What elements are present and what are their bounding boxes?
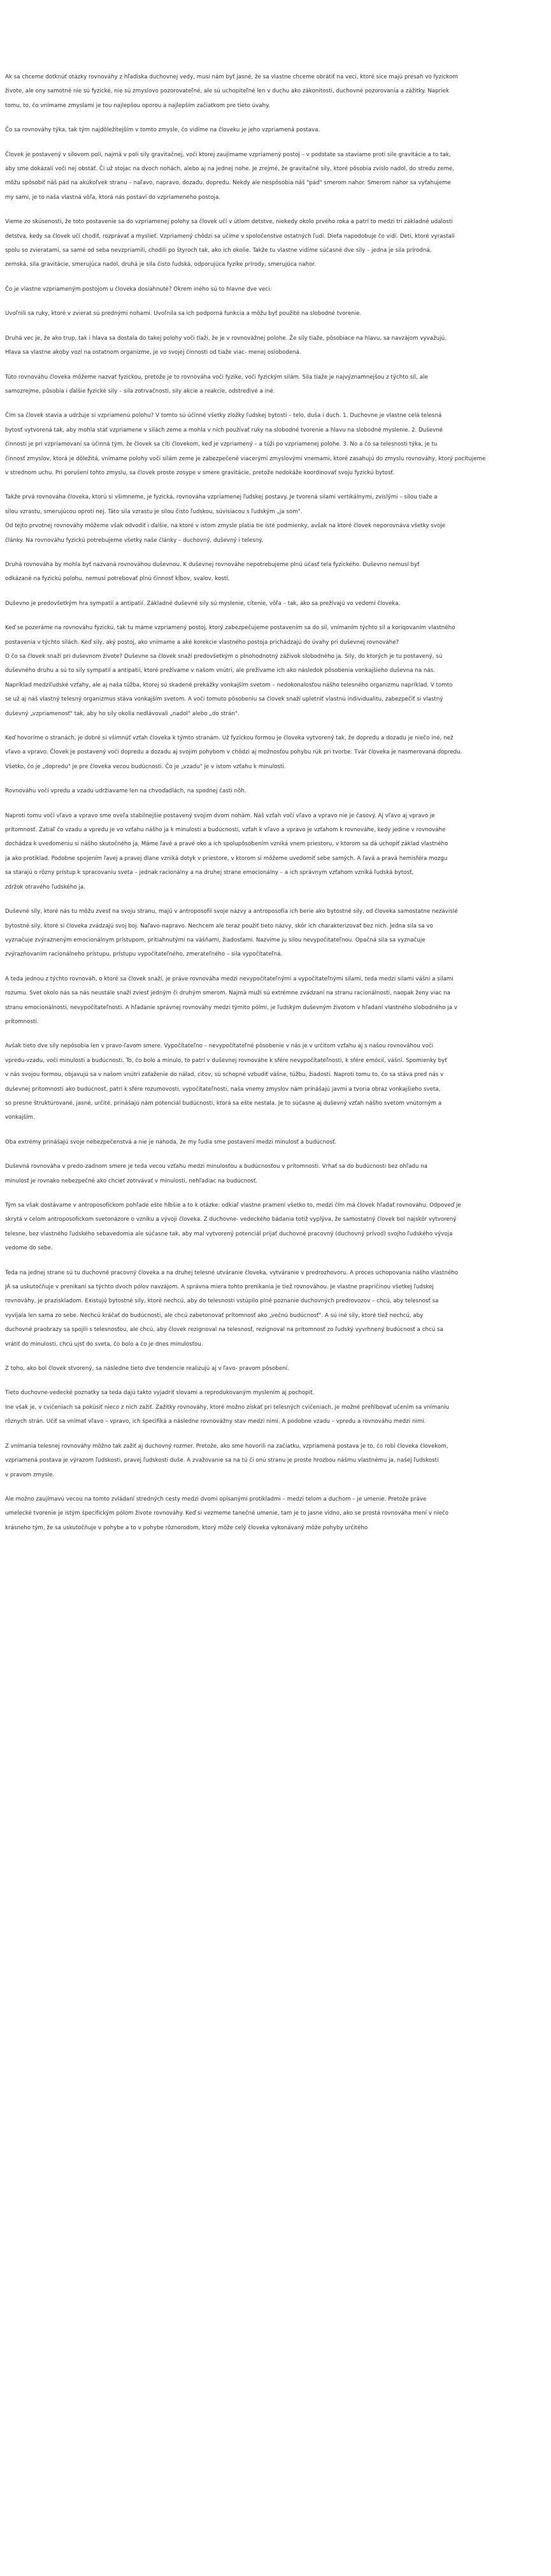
paragraph-line: rozumu. Svet okolo nás sa nás neustále snaží zviesť jedným či druhým smerom. Najmä muži sú extrémne zvádzaní na stranu racionálnosti, naopak ženy viac na	[5, 990, 450, 997]
paragraph	[0, 1202, 551, 1252]
paragraph-line: Rovnováhu voči vpredu a vzadu udržiavame len na chvoďadlách, na spodnej časti nôh.	[5, 788, 247, 795]
paragraph-line: duševného druhu a sú to sily sympatií a antipatií, ktoré prežívame v našom vnútri, ale prežívame ich ako následok pôsobenia vonkajšieho duševna na nás.	[5, 667, 436, 674]
paragraph-line: Duševné sily, ktoré nás tu môžu zvesť na svoju stranu, majú v antroposofii svoje názvy a antroposofia ich berie ako bytostné sily, od človeka samostatne nezávislé	[5, 908, 458, 915]
paragraph	[0, 1043, 551, 1121]
paragraph-line: bytostné sily, ktoré si človeka zvádzajú svoj boj. Naľavo-napravo. Nechcem ale teraz použiť tieto názvy, skôr ich charakterizovať bez nich. Jedna sila sa vo	[5, 922, 433, 929]
paragraph	[0, 1139, 551, 1146]
paragraph	[0, 127, 551, 133]
paragraph-line: umelecké tvorenie je istým špecifickým pólom živote rovnováhy. Keď si vezmeme tanečné umenie, tam je to jasne vidno, ako se prostá rovnováha mení v niečo	[5, 1510, 449, 1517]
paragraph-line: Tým sa však dostávame v antroposofickom pohľade ešte hlbšie a to k otázke: odkiaľ vlastne pramení všetko to, medzi čím má človek hľadať rovnováhu. Odpoveď je	[5, 1202, 461, 1209]
paragraph	[0, 976, 551, 1026]
paragraph-line: vpredu-vzadu, voči minulosti a budúcnosti. To, čo bolo a minulo, to patrí v duševnej rovnováhe k sfére nevypočítateľnosti, k sfére emócií, vášní. Spomienky byť	[5, 1057, 447, 1064]
paragraph	[0, 335, 551, 356]
paragraph	[0, 494, 551, 544]
paragraph	[0, 374, 551, 395]
paragraph	[0, 1365, 551, 1372]
paragraph-line: prítomnosť. Zatiaľ čo vzadu a vpredu je vo vzťahu nášho ja k minulosti a budúcnosti, vzťah k vľavo a vpravo je vzťahom k rovnováhe, kedy jedine v rovnováhe	[5, 827, 446, 834]
paragraph	[0, 1163, 551, 1184]
paragraph-line: silou vzrastu, smerujúcou oproti nej. Táto sila vzrastu je silou čisto ľudskou, súvisiacou s ľudským „ja som".	[5, 508, 303, 515]
paragraph-line: vyvíjala len sama zo sebe. Nechcú kráčať do budúcnosti, ale chcú zabetonovať prítomnosť ako „večnú budúcnosť". A sú iné sily, ktoré tiež nechcú, aby	[5, 1312, 424, 1319]
paragraph-line: Duševná rovnováha v predo-zadnom smere je teda vecou vzťahu medzi minulosťou a budúcnosťou v prítomnosti. Vrhať sa do budúcnosti bez ohľadu na	[5, 1163, 428, 1170]
paragraph-line: skrytá v celom antroposofickom svetonázore o vzniku a vývoji človeka. Z duchovne- vedeckého bádania totiž vyplýva, že samostatný človek bol najskôr vytvorený	[5, 1216, 457, 1223]
paragraph-line: Tieto duchovne-vedecké poznatky sa teda dajú takto vyjadriť slovami a reprodukovaným myslením aj pochopiť.	[5, 1390, 315, 1397]
paragraph	[0, 600, 551, 607]
paragraph-line: Napríklad medziľudské vzťahy, ale aj naša túžba, ktorej sú skadené prekážky vonkajším svetom – nedokonalosťou nášho telesného organizmu napríklad. V tomto	[5, 681, 453, 688]
paragraph-line: Ale možno zaujímavú vecou na tomto zvládaní stredných cesty medzi dvomi opísanými protikladmi – medzi telom a duchom – je umenie. Pretože práve	[5, 1495, 427, 1503]
paragraph-line: Teda na jednej strane sú tu duchovné pracovný človeka a na druhej telesné utváranie človeka, vytváranie v predrozhovoru. A proces uchopovania nášho vlastného	[5, 1269, 459, 1276]
paragraph-line: Vieme zo skúsenosti, že toto postavenie sa do vzpriamenej polohy sa človek učí v útlom detstve, niekedy okolo prvého roka a patrí to medzi tri základné udalosti	[5, 219, 453, 226]
paragraph-line: A teda jednou z týchto rovnováh, o ktoré sa človek snaží, je práve rovnováha medzi nevypočítateľnými a vypočítateľnými silami, teda medzi silami vášní a silami	[5, 975, 454, 982]
paragraph-line: články. Na rovnováhu fyzickú potrebujeme všetky naše články – duchovný, duševný i telesný.	[5, 537, 263, 544]
paragraph	[0, 152, 551, 201]
paragraph	[0, 74, 551, 109]
paragraph-line: tomu, to, čo vnímame zmyslami je tou najlepšou oporou a najlepším začiatkom pre tieto úvahy.	[5, 102, 270, 109]
paragraph	[0, 310, 551, 317]
paragraph-line: Čím sa človek stavia a udržuje si vzpriamenú polohu? V tomto sú účinné všetky zložky ľudskej bytosti – telo, duša i duch. 1. Duchovne je vlastne celá telesná	[5, 412, 442, 419]
paragraph	[0, 1390, 551, 1425]
paragraph	[0, 788, 551, 794]
paragraph	[0, 735, 551, 770]
paragraph-line: prítomnosti.	[5, 1018, 39, 1025]
paragraph-line: Ine však je, v cvičeniach sa pokúsiť nieco z nich zažiť. Zažitky rovnováhy, ktoré možno získať pri telesných cvičeniach, je možné prehlbovať učením sa vnímaniu	[5, 1404, 450, 1411]
paragraph-line: duševnej prítomnosti ako budúcnosť, patrí k sfére rozumovosti, vypočítateľnosti, naša vnemy zmyslov nám prinášajú javmi a tvoria obraz vonkajšieho sveta,	[5, 1086, 441, 1093]
paragraph	[0, 1443, 551, 1478]
paragraph-line: Túto rovnováhu človeka môžeme nazvať fyzickou, pretože je to rovnováha voči fyzike, voči fyzickým silám. Sila tiaže je najvýznamnejšou z týchto síl, ale	[5, 374, 428, 381]
paragraph-line: Takže prvá rovnováha človeka, ktorú si všimneme, je fyzická, rovnováha vzpriamenej ľudskej postavy. Je tvorená silami vertikálnymi, zvislými – silou tiaže a	[5, 494, 438, 501]
top-margin	[0, 0, 551, 74]
paragraph-line: Avšak tieto dve sily nepôsobia len v pravo-ľavom smere. Vypočítateľno – nevypočítateľné pôsobenie v nás je v určitom vzťahu aj s našou rovnováhou voči	[5, 1043, 434, 1050]
paragraph-line: O čo sa človek snaží pri duševnom živote? Duševne sa človek snaží predovšetkým o plnohodnotný záživok slobodného ja. Sily, do ktorých je tu postavený, sú	[5, 653, 443, 660]
paragraph-line: v pravom zmysle.	[5, 1471, 55, 1478]
paragraph-line: Keď hovoríme o stranách, je dobré si všimnúť vzťah človeka k týmto stranám. Už fyzickou formou je človeka vytvorený tak, že dopredu a dozadu je niečo iné, než	[5, 735, 454, 742]
paragraph-line: živote, ale ony samotné nie sú fyzické, nie sú zmyslovo pozorovateľné, ale sú uchopiteľné len v duchu ako zákonitosti, duchovné pozorovania a zážitky. Napriek	[5, 88, 449, 95]
paragraph-line: ja ako protiklad. Podobne spojením ľavej a pravej dlane vzniká dotyk v priestore, v ktorom si môžeme uvedomiť sebe samých. A ľavá a pravá hemisféra mozgu	[5, 855, 448, 862]
paragraph	[0, 1496, 551, 1531]
paragraph-line: Z vnímania telesnej rovnováhy môžno tak zažiť aj duchovný rozmer. Pretože, ako sme hovorili na začiatku, vzpriamená postava je to, čo robí človeka človekom,	[5, 1443, 448, 1450]
paragraph-line: zvýrazňovaním racionálneho prístupu, prístupu vypočítateľného, zmerateľného – sila vypočítateľná.	[5, 951, 283, 958]
paragraph-line: postavenia v týchto silách. Keď sily, aký postoj, ako vnímame a aké korekcie vlastného postoja prichádzajú do úvahy pri duševnej rovnováhe?	[5, 639, 399, 646]
paragraph	[0, 562, 551, 583]
paragraph-line: se už aj náš vlastný telesný organizmus stáva vonkajším svetom. A voči tomuto pôsobeniu sa človek snaží upletniť vlastnú individualitu, zabezpečiť si vlastný	[5, 696, 443, 703]
paragraph-line: rovnováhy, je praziskladom. Existujú bytostné sily, ktoré nechcú, aby do telesnosti vstúpilo plné poznanie duchovných predrovozov – chcú, aby telesnosť sa	[5, 1298, 439, 1305]
paragraph-line: Naproti tomu voči vľavo a vpravo sme oveľa stabilnejšie postavený svojim dvom nohám. Náš vzťah voči vľavo a vpravo nie je časový. Aj vľavo aj vpravo je	[5, 812, 435, 819]
paragraph	[0, 625, 551, 717]
paragraph-line: Čo je vlastne vzpriameným postojom u človeka dosiahnuté? Okrem iného sú to hlavne dve veci:	[5, 286, 272, 293]
paragraph-line: zdržok otravého ľudského ja.	[5, 884, 85, 891]
paragraph-line: krásneho tým, že sa uskutočňuje v pohybe a to v pohybe rôznorodom, ktorý môže celý človeka vykonávaný môže pohyby určitého	[5, 1524, 368, 1531]
paragraph-line: odkázané na fyzickú polohu, nemusí potrebovať plnú činnosť kĺbov, svalov, kostí.	[5, 576, 230, 583]
paragraph-line: zemská, sila gravitácie, smerujúca nadol, druhá je sila čisto ľudská, odporujúca fyzike prírody, smerujúca nahor.	[5, 261, 316, 268]
paragraph-line: JÁ sa uskutočňuje v prenikaní sa týchto dvoch pólov navzájom. A správna miera tohto prenikania je tiež rovnováhou. Je vlastne prapričinou všetkej ľudskej	[5, 1284, 434, 1291]
paragraph-list	[0, 74, 551, 1531]
paragraph-line: sa starajú o rôzny prístup k spracovaniu sveta – jednak racionálny a na druhej strane emocionálny – a ich správnym vzťahom vzniká ľudská bytosť,	[5, 870, 414, 877]
paragraph-line: vonkajším.	[5, 1114, 35, 1121]
paragraph-line: Duševno je predovšetkým hra sympatií a antipatií. Základné duševné sily sú myslenie, cítenie, vôľa – tak, ako sa prežívajú vo vedomí človeka.	[5, 600, 401, 607]
paragraph-line: Od tejto prvotnej rovnováhy môžeme však odvodiť i ďalšie, na ktoré v istom zmysle platia tie isté podmienky, avšak na ktoré človek neporovnáva všetky svoje	[5, 523, 446, 530]
paragraph-line: môžu spôsobiť náš pád na akúkoľvek stranu – naľavo, napravo, dozadu, dopredu. Nekdy ale nespôsobia náš "pád" smerom nahor. Smerom nahor sa vyťahujeme	[5, 180, 452, 187]
paragraph-line: telesne, bez vlastného ľudského sebavedomia ale súčasne tak, aby mal vytvorený potenciál prijať duchovné pracovný (duchovný prívod) svojho ľudského vývoja	[5, 1230, 453, 1237]
paragraph-line: duševný „vzpriamenosť" tak, aby ho sily okolia nedlávovali „nadol" alebo „do strán".	[5, 710, 240, 717]
paragraph-line: samozrejme, působia i ďalšie fyzické sily – sila zotrvačnosti, sily akcie a reakcie, odstredivé a iné.	[5, 388, 275, 395]
paragraph-line: my sami, je to naša vlastná vôľa, ktorá nás postaví do vzpriameného postoja.	[5, 194, 221, 201]
paragraph-line: dochádza k uvedomeniu si nášho skutočného ja. Máme ľavé a pravé oko a ich spolupôsobením vzniká vnem priestoru, v ktorom sa dá uchopiť základ vlastného	[5, 841, 448, 848]
paragraph-line: aby sme dokázali voči nej obstáť. Či už stojac na dvoch nohách, alebo aj na jednej nohe. Je zrejmé, že gravitačné sily, ktoré pôsobia zvislo nadol, do stredu zeme,	[5, 166, 454, 173]
paragraph-line: Človek je postavený v silovom poli, najmä v poli sily gravitačnej, voči ktorej zaujímame vzpriamený postoj – v podstate sa staviame proti sile gravitácie a to tak,	[5, 151, 451, 158]
paragraph-line: Z toho, ako bol človek stvorený, sa následne tieto dve tendencie realizujú aj v ľavo- pravom pôsobení.	[5, 1365, 289, 1372]
paragraph-line: Oba extrémy prinášajú svoje nebezpečenstvá a nie je náhoda, že my ľudia sme postavení medzi minulosť a budúcnosť.	[5, 1139, 337, 1146]
paragraph-line: vľavo a vpravo. Človek je postavený voči dopredu a dozadu aj svojim pohybom v chôdzi aj možnosťou pohybu rúk pri tvorbe. Tvár človeka je nasmerovaná dopredu.	[5, 749, 462, 756]
paragraph-line: činnosti je pri vzpriamovaní sa účinná tým, že človek sa cíti človekom, keď je vzpriamený – a túži po vzpriamenej polohe. 3. No a čo sa telesnosti týka, je tu	[5, 441, 438, 448]
paragraph-line: činnosť zmyslov, ktorá je dôležitá, vnímame polohy voči silám zeme je zabezpečené viacerými zmyslovými vnemami, ktoré zasahujú do zmyslu rovnováhy, ktorý pocítujeme	[5, 455, 486, 462]
paragraph	[0, 813, 551, 891]
paragraph-line: so presne štruktúrované, jasné, určité, prinášajú nám potenciál budúcnosti, ktorá sa ešte nestala. Je to súčasne aj duševný vzťah nášho svetom vnútorným a	[5, 1100, 442, 1107]
paragraph-line: Druhá vec je, že ako trup, tak i hlava sa dostala do takej polohy voči tlaži, že je v rovnovážnej polohe. Že sily tiaže, pôsobiace na hlavu, sa navzájom vyvažujú.	[5, 335, 447, 342]
paragraph-line: rôznych strán. Učiť sa vnímať vľavo – vpravo, ich špecifiká a následne rovnovážny stav medzi nimi. A podobne vzadu – vpredu a rovnováhu medzi nimi.	[5, 1418, 426, 1425]
paragraph-line: vzpriamená postava je výrazom ľudskosti, pravej ľudskosti duše. A zvažovanie sa na tú či onú stranu je proste hrozbou nášmu vlastnému ja, našej ľudskosti	[5, 1457, 439, 1464]
paragraph	[0, 412, 551, 476]
paragraph-line: Keď se pozeráme na rovnováhu fyzickú, tak tu máme vzpriamený postoj, ktorý zabezpečujeme postavením sa do sil, vnímaním týchto sil a koriqovaním vlastného	[5, 625, 455, 632]
paragraph-line: minulosť je rovnako nebezpečné ako chcieť zotrvávať v minulosti, nehľadiac na budúcnosť.	[5, 1177, 258, 1184]
paragraph-line: bytosť vytvorená tak, aby mohla stáť vzpriamene v silách zeme a mohla v nich používať ruky na slobodné tvorenie a hlavu na slobodné myslenie. 2. Duševné	[5, 426, 443, 433]
paragraph-line: spolu so zvieratami, sa samé od seba nevzpriamili, chodili po štyroch tak, ako ich okolie. Takže tu vlastne vidíme súčasné dve sily – jedna je sila prírodná,	[5, 247, 432, 254]
paragraph-line: vrátiť do minulosti, chcú ujsť do sveta, čo bolo a čo je dnes minulosťou.	[5, 1341, 203, 1348]
paragraph	[0, 1270, 551, 1348]
paragraph-line: Ak sa chceme dotknúť otázky rovnováhy z hľadiska duchovnej vedy, musí nám byť jasné, že sa vlastne chceme obrátiť na veci, ktoré sice majú presah vo fyzickom	[5, 74, 458, 80]
paragraph-line: Uvoľnili sa ruky, ktoré v zvierat sú prednými nohami. Uvoľnila sa ich podporná funkcia a môžu byť použité na slobodné tvorenie.	[5, 310, 362, 317]
paragraph-line: vyznačuje zvýrazneným emocionálnym prístupom, pritiahnutými na vášňami, žiadosťami. Nazvime ju silou nevypočitateľnou. Opačná sila sa vyznačuje	[5, 936, 426, 943]
paragraph-line: detstva, kedy sa človek učí chodiť, rozprávať a myslieť. Vzpriamený chôdzi sa učíme v spoločenstve ostatných ľudí. Dieťa napodobuje čo vidí. Deti, ktoré vyrastali	[5, 233, 455, 240]
paragraph-line: Hlava sa vlastne akoby vozí na ostatnom organizme, je vo svojej činnosti od tiaže viac- menej oslobodená.	[5, 349, 301, 356]
paragraph-line: duchovné praobrazy sa spojili s telesnosťou, ale chcú, aby človek rezignoval na telesnosť, rezignoval na prítomnosť zo ľudský vyvrhnený budúcnosť a chcú sa	[5, 1327, 443, 1334]
paragraph-line: v strednom uchu. Pri porušení tohto zmyslu, sa človek proste zosype v smere gravitácie, pretože nedokáže koordinovať svoju fyzickú bytosť.	[5, 469, 395, 476]
paragraph-line: Všetko, čo je „dopredu" je pre človeka vecou budúcnosti. Čo je „vzadu" je v istom vzťahu k minulosti.	[5, 763, 286, 770]
paragraph	[0, 908, 551, 958]
paragraph	[0, 219, 551, 268]
paragraph-line: vedome do sebe.	[5, 1245, 53, 1252]
paragraph-line: Čo sa rovnováhy týka, tak tým najdôležitejším v tomto zmysle, čo vidíme na človeku je jeho vzpriamená postava.	[5, 127, 320, 134]
paragraph-line: Druhá rovnováha by mohla byť nazvaná rovnováhou duševnou. K duševnej rovnováhe nepotrebujeme plnú účasť tela fyzického. Duševno nemusí byť	[5, 561, 420, 568]
paragraph-line: stranu emocionálnosti, nevypočítateľnosti. A hľadanie správnej rovnováhy medzi týmito pólmi, je ľudským duševným životom v hľadaní vlastného slobodného ja v	[5, 1004, 457, 1011]
paragraph	[0, 286, 551, 293]
paragraph-line: v nás svojou formou, objavujú sa v našom vnútri zaťaženie do nálad, citov, sú schopné vzbudiť vášne, túžbu, žiadosti. Naproti tomu to, čo sa stáva pred nás v	[5, 1072, 444, 1079]
